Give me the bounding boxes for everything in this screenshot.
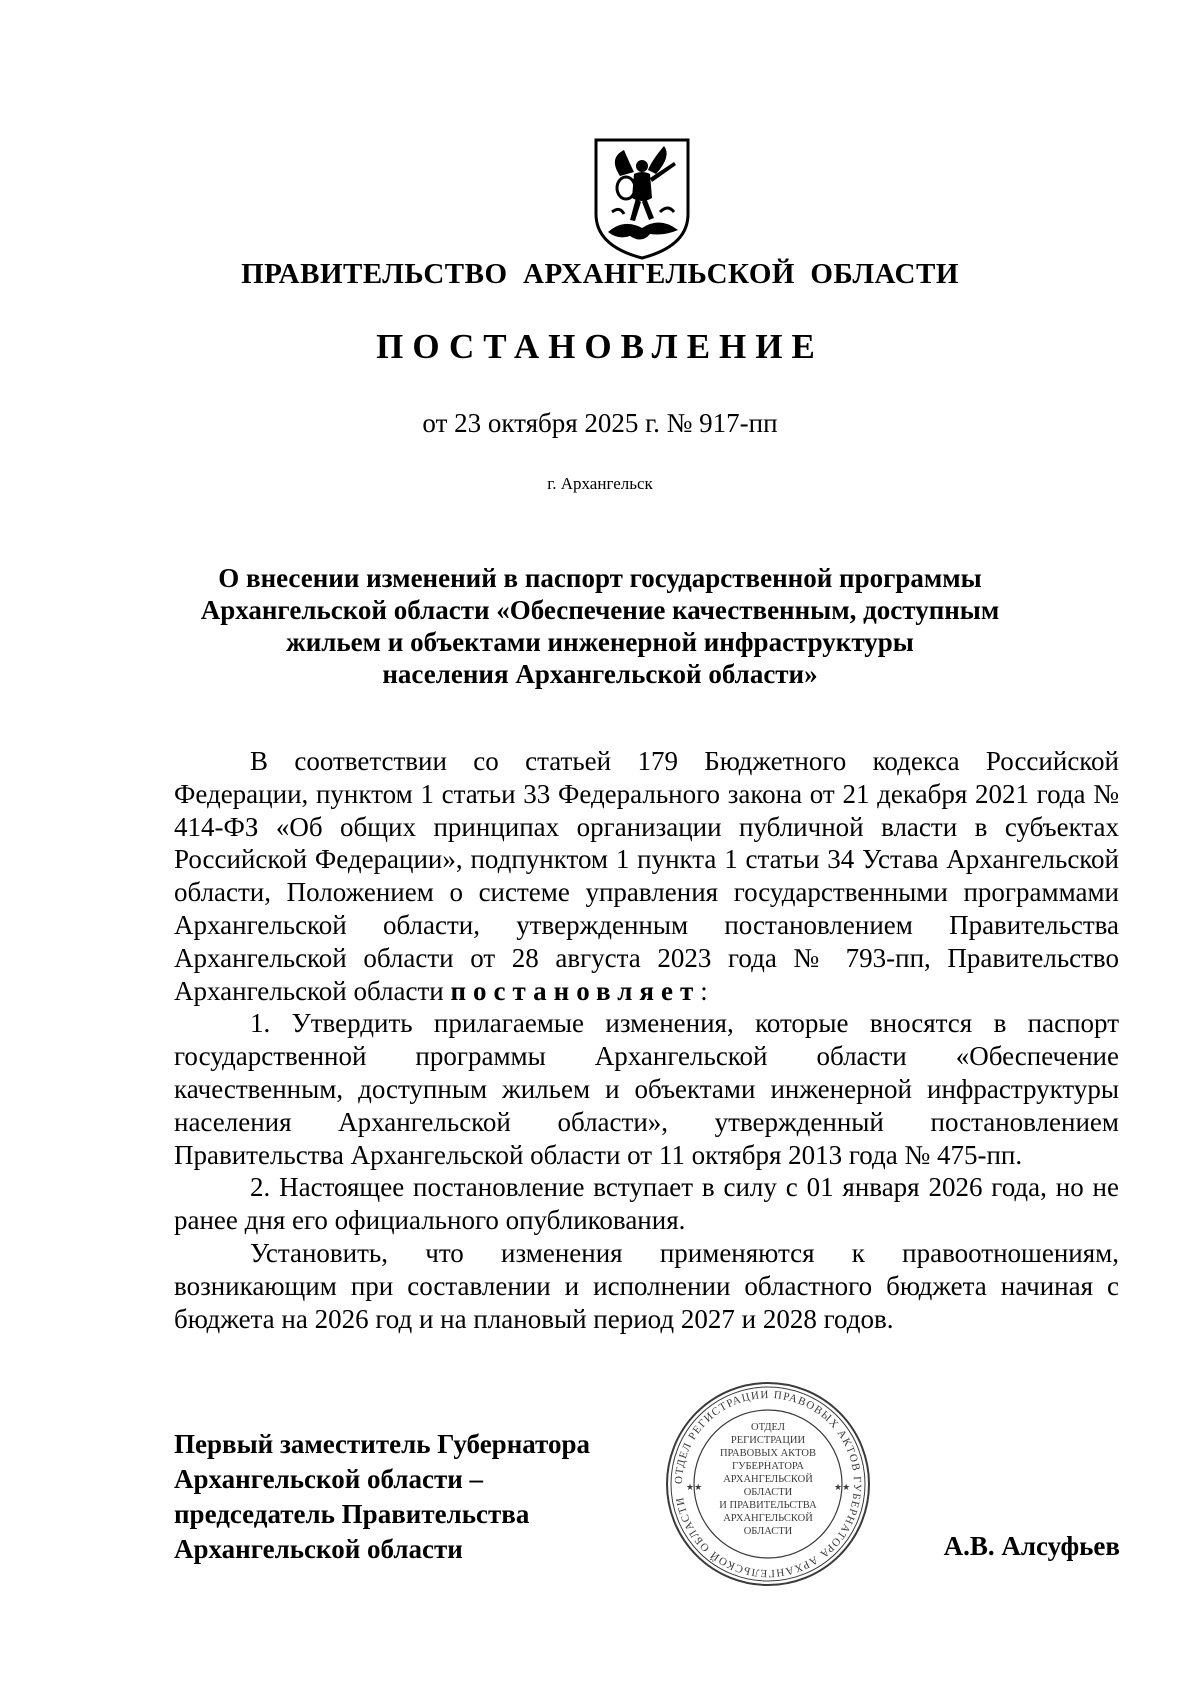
signer-name: А.В. Алсуфьев	[943, 1531, 1120, 1561]
document-kind: ПОСТАНОВЛЕНИЕ	[376, 327, 824, 366]
stamp-line: РЕГИСТРАЦИИ	[730, 1435, 806, 1446]
registration-stamp	[664, 1380, 872, 1588]
svg-text:★★: ★★	[686, 1482, 703, 1492]
stamp-line: И ПРАВИТЕЛЬСТВА	[719, 1500, 817, 1511]
stamp-line: ПРАВОВЫХ АКТОВ	[719, 1448, 817, 1459]
stamp-line: АРХАНГЕЛЬСКОЙ	[723, 1474, 813, 1485]
stamp-line: ОТДЕЛ	[751, 1422, 785, 1433]
document-city: г. Архангельск	[547, 474, 653, 493]
signer-position-line: Архангельской области –	[174, 1464, 484, 1494]
signer-position-line: Архангельской области	[174, 1534, 463, 1564]
document-date-number: от 23 октября 2025 г. № 917-пп	[422, 408, 778, 438]
subject-line: населения Архангельской области»	[382, 659, 818, 689]
stamp-seal-icon	[664, 1380, 872, 1588]
clause-1-paragraph: 1. Утвердить прилагаемые изменения, которые вносятся в паспорт государственной программы Архангельской области «Обеспечение качественным, доступным жильем и объектами инженерной инфраструктуры населения Архангельской области», утвержденный постановлением Правительства Архангельской области от 11 октября 2013 года № 475-пп.	[174, 1008, 1119, 1170]
application-paragraph: Установить, что изменения применяются к правоотношениям, возникающим при составлении и исполнении областного бюджета начиная с бюджета на 2026 год и на плановый период 2027 и 2028 годов.	[174, 1237, 1119, 1334]
signer-position	[174, 1427, 654, 1567]
subject-line: Архангельской области «Обеспечение качественным, доступным	[200, 595, 1000, 625]
clause-2-paragraph: 2. Настоящее постановление вступает в силу с 01 января 2026 года, но не ранее дня его официального опубликования.	[174, 1172, 1119, 1236]
subject-line: жильем и объектами инженерной инфраструктуры	[286, 627, 914, 657]
preamble-paragraph	[174, 745, 1119, 1007]
stamp-line: ГУБЕРНАТОРА	[732, 1461, 804, 1472]
stamp-outer-text: ОТДЕЛ РЕГИСТРАЦИИ ПРАВОВЫХ АКТОВ ГУБЕРНАТОРА АРХАНГЕЛЬСКОЙ ОБЛАСТИ	[672, 1388, 864, 1580]
stamp-line: ОБЛАСТИ	[743, 1487, 793, 1498]
svg-text:★★: ★★	[834, 1482, 851, 1492]
subject-line: О внесении изменений в паспорт государственной программы	[218, 563, 982, 593]
stamp-line: АРХАНГЕЛЬСКОЙ	[723, 1513, 813, 1524]
resolves-keyword: постановляет	[450, 975, 701, 1006]
preamble-text: В соответствии со статьей 179 Бюджетного кодекса Российской Федерации, пунктом 1 статьи 33 Федерального закона от 21 декабря 2021 года № 414-ФЗ «Об общих принципах организации публичной власти в субъектах Российской Федерации», подпунктом 1 пункта 1 статьи 34 Устава Архангельской области, Положением о системе управления государственными программами Архангельской области, утвержденным постановлением Правительства Архангельской области от 28 августа 2023 года № 793-пп, Правительство Архангельской области	[174, 746, 1119, 1006]
organization-title: ПРАВИТЕЛЬСТВО АРХАНГЕЛЬСКОЙ ОБЛАСТИ	[241, 258, 959, 290]
signer-position-line: Первый заместитель Губернатора	[174, 1429, 590, 1459]
document-subject	[120, 562, 1080, 690]
preamble-end: :	[700, 975, 708, 1006]
coat-of-arms-icon	[590, 136, 694, 262]
stamp-line: ОБЛАСТИ	[743, 1526, 793, 1537]
document-body	[174, 745, 1119, 1335]
coat-of-arms-emblem	[590, 136, 694, 262]
signer-position-line: председатель Правительства	[174, 1499, 530, 1529]
